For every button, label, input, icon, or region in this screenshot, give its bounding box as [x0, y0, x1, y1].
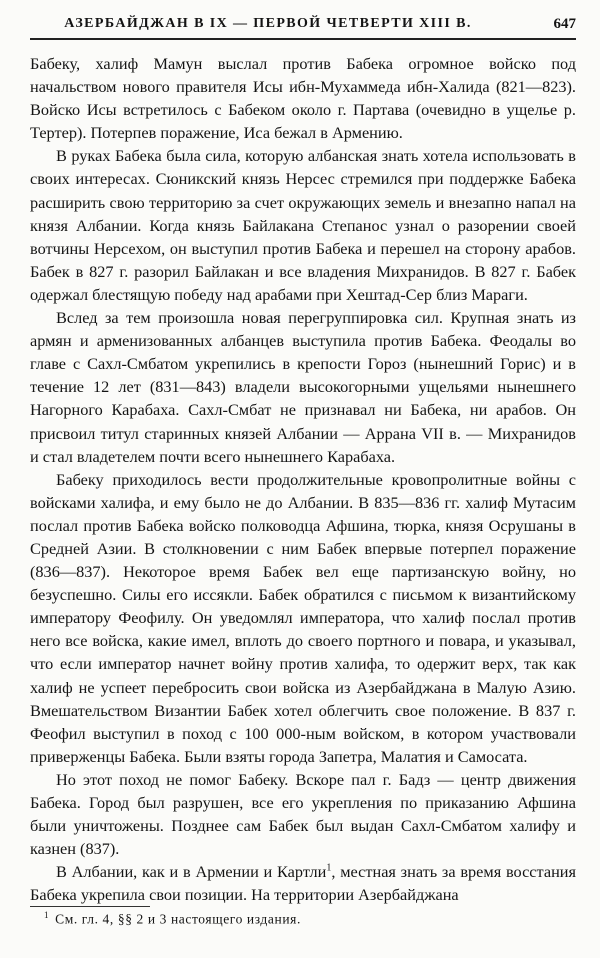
paragraph-2: В руках Бабека была сила, которую албанская знать хотела использовать в своих интересах. Сюникский князь Нерсес стремился при поддержке Бабека расширить свою территорию за счет окружающих земель и внезапно напал на князя Албании. Когда князь Байлакана Степанос узнал о разорении своей вотчины Нерсехом, он выступил против Бабека и перешел на сторону арабов. Бабек в 827 г. разорил Байлакан и все владения Михранидов. В 827 г. Бабек одержал блестящую победу над арабами при Хештад-Сер близ Мараги. — [30, 146, 576, 304]
footnote-rule — [30, 906, 150, 907]
paragraph-5: Но этот поход не помог Бабеку. Вскоре пал г. Бадз — центр движения Бабека. Город был разрушен, все его укрепления по приказанию Афшина были уничтожены. Позднее сам Бабек был выдан Сахл-Смбатом халифу и казнен (837). — [30, 769, 576, 859]
footnote-reference[interactable]: 1 — [326, 862, 332, 874]
header-rule — [30, 38, 576, 40]
footnote-text: См. гл. 4, §§ 2 и 3 настоящего издания. — [55, 911, 301, 927]
paragraph-3: Вслед за тем произошла новая перегруппировка сил. Крупная знать из армян и арменизованных албанцев выступила против Бабека. Феодалы во главе с Сахл-Смбатом укрепились в крепости Гороз (нынешний Горис) и в течение 12 лет (831—843) владели высокогорными ущельями нынешнего Нагорного Карабаха. Сахл-Смбат не признавал ни Бабека, ни арабов. Он присвоил титул старинных князей Албании — Аррана VII в. — Михранидов и стал владетелем почти всего нынешнего Карабаха. — [30, 308, 576, 466]
paragraph-1: Бабеку, халиф Мамун выслал против Бабека огромное войско под начальством нового правителя Исы ибн-Мухаммеда ибн-Халида (821—823). Войско Исы встретилось с Бабеком около г. Партава (очевидно в ущелье р. Тертер). Потерпев поражение, Иса бежал в Армению. — [30, 54, 576, 143]
body-text — [30, 52, 576, 906]
footnote — [44, 910, 574, 928]
paragraph-4: Бабеку приходилось вести продолжительные кровопролитные войны с войсками халифа, и ему было не до Албании. В 835—836 гг. халиф Мутасим послал против Бабека войско полководца Афшина, тюрка, князя Осрушаны в Средней Азии. В столкновении с ним Бабек впервые потерпел поражение (836—837). Некоторое время Бабек вел еще партизанскую войну, но безуспешно. Силы его иссякли. Бабек обратился с письмом к византийскому императору Феофилу. Он уведомлял императора, что халиф послал против него все войска, какие имел, вплоть до своего портного и повара, и указывал, что если император начнет войну против халифа, то одержит верх, так как халиф не успеет перебросить свои войска из Азербайджана в Малую Азию. Вмешательством Византии Бабек хотел облегчить свое положение. В 837 г. Феофил выступил в поход с 100 000-ным войском, в котором участвовали приверженцы Бабека. Были взяты города Запетра, Малатия и Самосата. — [30, 469, 576, 766]
paragraph-6-start: В Албании, как и в Армении и Картли — [56, 862, 327, 882]
footnote-mark: 1 — [44, 910, 50, 920]
page-number: 647 — [553, 16, 576, 32]
paragraph-6 — [30, 860, 576, 906]
paragraph-6-end: , местная знать за время восстания Бабека укрепила свои позиции. На территории Азербайджана — [30, 862, 576, 905]
running-title: АЗЕРБАЙДЖАН В IX — ПЕРВОЙ ЧЕТВЕРТИ XIII В. — [64, 16, 472, 31]
